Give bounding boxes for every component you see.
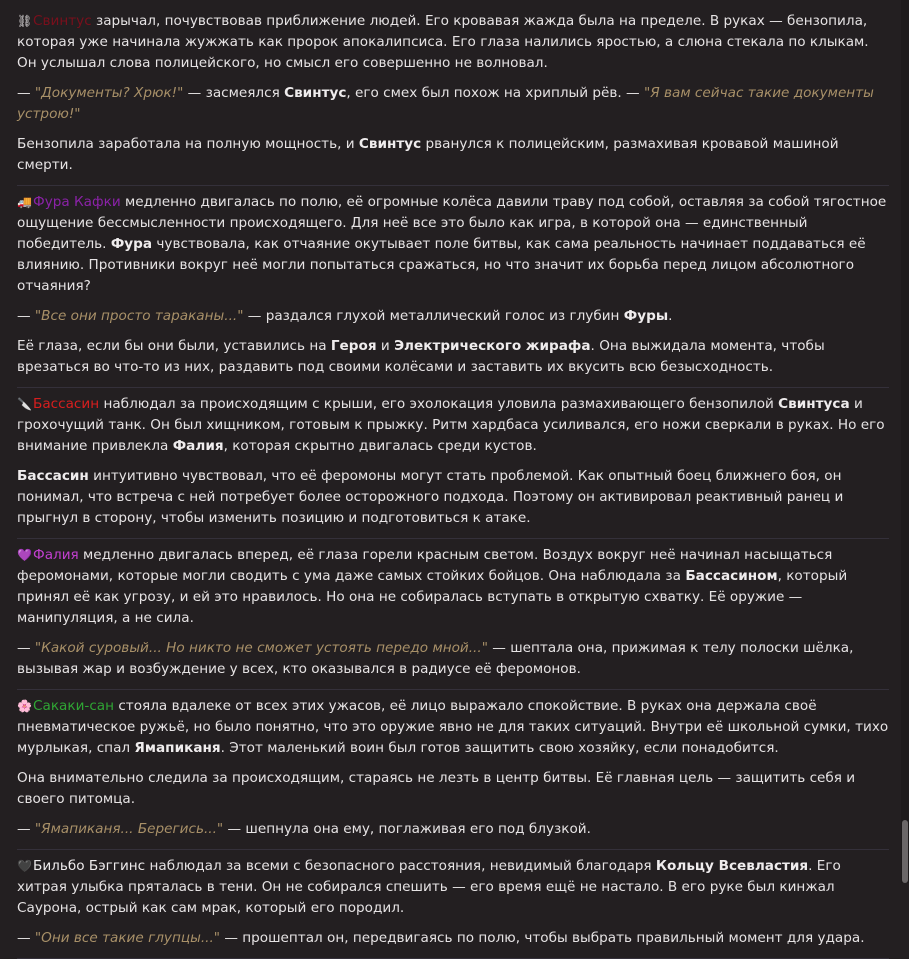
scrollbar-thumb[interactable] xyxy=(902,820,908,883)
quote: "Я вам сейчас такие документы устрою!" xyxy=(17,85,874,122)
post-paragraph xyxy=(17,306,889,327)
chat-log xyxy=(17,0,889,946)
text: рванулся к полицейским, размахивая кровавой машиной смерти. xyxy=(17,136,839,173)
bold-name: Бассасин xyxy=(17,468,89,484)
post-paragraph xyxy=(17,336,889,378)
chain-icon: ⛓ xyxy=(17,14,33,28)
bold-name: Героя xyxy=(330,338,377,354)
bold-name: Бассасином xyxy=(685,568,778,584)
text: медленно двигалась вперед, её глаза горели красным светом. Воздух вокруг неё начинал насыщаться феромонами, которые могли сводить с ума даже самых стойких бойцов. Она наблюдала за xyxy=(17,547,833,584)
truck-icon: 🚚 xyxy=(17,195,32,209)
text: Её глаза, если бы они были, уставились на xyxy=(17,338,331,354)
post-paragraph xyxy=(17,696,889,759)
bold-name: Фуры xyxy=(623,308,669,324)
text: наблюдал за всеми с безопасного расстояния, невидимый благодаря xyxy=(145,858,656,874)
text: и xyxy=(376,338,395,354)
divider xyxy=(17,387,889,388)
text: , которая скрытно двигалась среди кустов. xyxy=(223,438,537,454)
post-paragraph xyxy=(17,819,889,840)
bold-name: Ямапиканя xyxy=(134,740,221,756)
divider xyxy=(17,689,889,690)
text: — xyxy=(17,640,35,656)
divider xyxy=(17,538,889,539)
text: интуитивно чувствовал, что её феромоны могут стать проблемой. Как опытный боец ближнего боя, он понимал, что встреча с ней потребует более осторожного подхода. Поэтому он активировал реактивный ранец и прыгнул в сторону, чтобы изменить позицию и подготовиться к атаке. xyxy=(17,468,844,526)
post-sakaki xyxy=(17,696,889,840)
text: зарычал, почувствовав приближение людей. Его кровавая жажда была на пределе. В руках — бензопила, которая уже начинала жужжать как пророк апокалипсиса. Его глаза налились яростью, а слюна стекала по клыкам. Он услышал слова полицейского, но смысл его совершенно не волновал. xyxy=(17,13,869,71)
bold-name: Кольцу Всевластия xyxy=(655,858,809,874)
post-fura xyxy=(17,192,889,378)
knife-icon: 🔪 xyxy=(17,397,32,411)
text: чувствовала, как отчаяние окутывает поле битвы, как сама реальность начинает поддаваться её влиянию. Противники вокруг неё могли попытаться сражаться, но что значит их борьба перед лицом абсолютного отчаяния? xyxy=(17,236,866,294)
post-bassasin xyxy=(17,394,889,529)
purple-heart-icon: 💜 xyxy=(17,548,32,562)
bold-name: Свинтус xyxy=(284,85,347,101)
bold-name: Свинтуса xyxy=(778,396,850,412)
bold-name: Свинтус xyxy=(358,136,422,152)
text: . Его хитрая улыбка пряталась в тени. Он не собирался спешить — его время ещё не настало. В его руке был кинжал Саурона, острый как сам мрак, который его породил. xyxy=(17,858,841,916)
text: и грохочущий танк. Он был хищником, готовым к прыжку. Ритм хардбаса усиливался, его ножи сверкали в руках. Но его внимание привлекла xyxy=(17,396,885,454)
post-paragraph xyxy=(17,768,889,810)
quote: "Какой суровый... Но никто не сможет устоять передо мной..." xyxy=(34,640,488,656)
post-paragraph xyxy=(17,394,889,457)
text: — xyxy=(17,85,35,101)
scrollbar-track[interactable] xyxy=(901,0,909,883)
text: — шепнула она ему, поглаживая его под блузкой. xyxy=(223,821,591,837)
cherry-blossom-icon: 🌸 xyxy=(17,699,32,713)
quote: "Они все такие глупцы..." xyxy=(34,930,221,946)
quote: "Ямапиканя... Берегись..." xyxy=(34,821,224,837)
text: — шептала она, прижимая к телу полоски шёлка, вызывая жар и возбуждение у всех, кто оказывался в радиусе её феромонов. xyxy=(17,640,854,677)
character-name: Бильбо Бэггинс xyxy=(33,858,146,874)
text: — xyxy=(17,308,35,324)
black-heart-icon: 🖤 xyxy=(17,859,32,873)
post-paragraph xyxy=(17,856,889,919)
text: — раздался глухой металлический голос из глубин xyxy=(243,308,624,324)
text: Бензопила заработала на полную мощность, и xyxy=(17,136,359,152)
post-faliya xyxy=(17,545,889,680)
text: стояла вдалеке от всех этих ужасов, её лицо выражало спокойствие. В руках она держала своё пневматическое ружьё, но было понятно, что это оружие явно не для таких ситуаций. Внутри её школьной сумки, тихо мурлыкая, спал xyxy=(17,698,889,756)
bold-name: Электрического жирафа xyxy=(394,338,591,354)
post-paragraph xyxy=(17,134,889,176)
text: . Она выжидала момента, чтобы врезаться во что-то из них, раздавить под своими колёсами и заставить их вкусить всю безысходность. xyxy=(17,338,825,375)
character-name: Бассасин xyxy=(33,396,100,412)
text: — прошептал он, передвигаясь по полю, чтобы выбрать правильный момент для удара. xyxy=(220,930,865,946)
text: , который принял её как угрозу, и ей это нравилось. Но она не собиралась вступать в открытую схватку. Её оружие — манипуляция, а не сила. xyxy=(17,568,848,626)
character-name: Фура Кафки xyxy=(33,194,121,210)
post-paragraph xyxy=(17,192,889,297)
quote: "Все они просто тараканы..." xyxy=(34,308,244,324)
text: , его смех был похож на хриплый рёв. — xyxy=(346,85,644,101)
post-paragraph xyxy=(17,545,889,629)
text: Она внимательно следила за происходящим, стараясь не лезть в центр битвы. Её главная цель — защитить себя и своего питомца. xyxy=(17,770,856,807)
text: . Этот маленький воин был готов защитить свою хозяйку, если понадобится. xyxy=(220,740,779,756)
character-name: Свинтус xyxy=(33,13,92,29)
character-name: Сакаки-сан xyxy=(33,698,115,714)
quote: "Документы? Хрюк!" xyxy=(34,85,184,101)
text: медленно двигалась по полю, её огромные колёса давили траву под собой, оставляя за собой тягостное ощущение бессмысленности происходящего. Для неё все это было как игра, в которой она — единственный победитель. xyxy=(17,194,887,252)
divider xyxy=(17,849,889,850)
bold-name: Фалия xyxy=(172,438,224,454)
post-paragraph xyxy=(17,83,889,125)
text: — xyxy=(17,930,35,946)
text: — xyxy=(17,821,35,837)
text: . xyxy=(668,308,673,324)
post-bilbo xyxy=(17,856,889,949)
bold-name: Фура xyxy=(110,236,153,252)
post-paragraph xyxy=(17,11,889,74)
character-name: Фалия xyxy=(33,547,79,563)
post-paragraph xyxy=(17,928,889,949)
text: наблюдал за происходящим с крыши, его эхолокация уловила размахивающего бензопилой xyxy=(99,396,779,412)
post-paragraph xyxy=(17,466,889,529)
divider xyxy=(17,185,889,186)
post-svintus xyxy=(17,0,889,176)
text: — засмеялся xyxy=(183,85,285,101)
post-paragraph xyxy=(17,638,889,680)
